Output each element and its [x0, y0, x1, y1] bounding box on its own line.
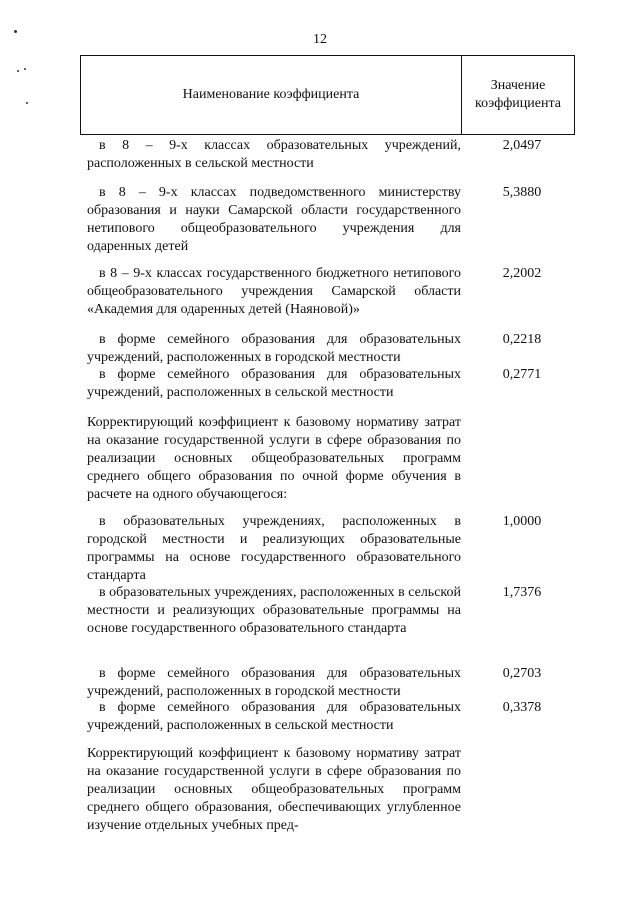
column-header-value-line1: Значение: [490, 78, 546, 93]
page-number: 12: [313, 32, 327, 47]
row-text: в образовательных учреждениях, расположенных в городской местности и реализующих образовательные программы на основе государственного образовательного стандарта: [87, 514, 461, 583]
row-value: 1,0000: [502, 514, 542, 529]
column-header-value-line2: коэффициента: [475, 96, 561, 111]
row-text: в форме семейного образования для образовательных учреждений, расположенных в городской местности: [87, 332, 461, 365]
paragraph-coefficient-secondary: Корректирующий коэффициент к базовому нормативу затрат на оказание государственной услуги в сфере образования по реализации основных общеобразовательных программ среднего общего образования по очной форме обучения в расчете на одного обучающегося:: [87, 415, 461, 502]
row-text: в 8 – 9-х классах подведомственного министерству образования и науки Самарской области государственного нетипового общеобразовательного учреждения для одаренных детей: [87, 185, 461, 254]
row-text: в форме семейного образования для образовательных учреждений, расположенных в сельской местности: [87, 367, 461, 400]
row-value: 5,3880: [502, 185, 542, 200]
row-text: в образовательных учреждениях, расположенных в сельской местности и реализующих образовательные программы на основе государственного образовательного стандарта: [87, 585, 461, 636]
column-header-value: [462, 56, 574, 134]
row-value: 2,0497: [502, 138, 542, 153]
row-text: в форме семейного образования для образовательных учреждений, расположенных в сельской местности: [87, 700, 461, 733]
row-text: в 8 – 9-х классах образовательных учреждений, расположенных в сельской местности: [87, 138, 461, 171]
column-header-name: Наименование коэффициента: [182, 87, 360, 102]
row-text: в 8 – 9-х классах государственного бюджетного нетипового общеобразовательного учреждения Самарской области «Академия для одаренных детей (Наяновой)»: [87, 266, 461, 317]
paragraph-coefficient-advanced: Корректирующий коэффициент к базовому нормативу затрат на оказание государственной услуги в сфере образования по реализации основных общеобразовательных программ среднего общего образования, обеспечивающих углубленное изучение отдельных учебных пред-: [87, 746, 461, 833]
row-value: 0,3378: [502, 700, 542, 715]
row-value: 0,2218: [502, 332, 542, 347]
row-text: в форме семейного образования для образовательных учреждений, расположенных в городской местности: [87, 666, 461, 699]
row-value: 2,2002: [502, 266, 542, 281]
scan-speck: [17, 70, 19, 72]
row-value: 1,7376: [502, 585, 542, 600]
table-header: [80, 55, 575, 135]
scan-speck: [24, 68, 26, 70]
row-value: 0,2771: [502, 367, 542, 382]
row-value: 0,2703: [502, 666, 542, 681]
scan-speck: [26, 102, 28, 104]
